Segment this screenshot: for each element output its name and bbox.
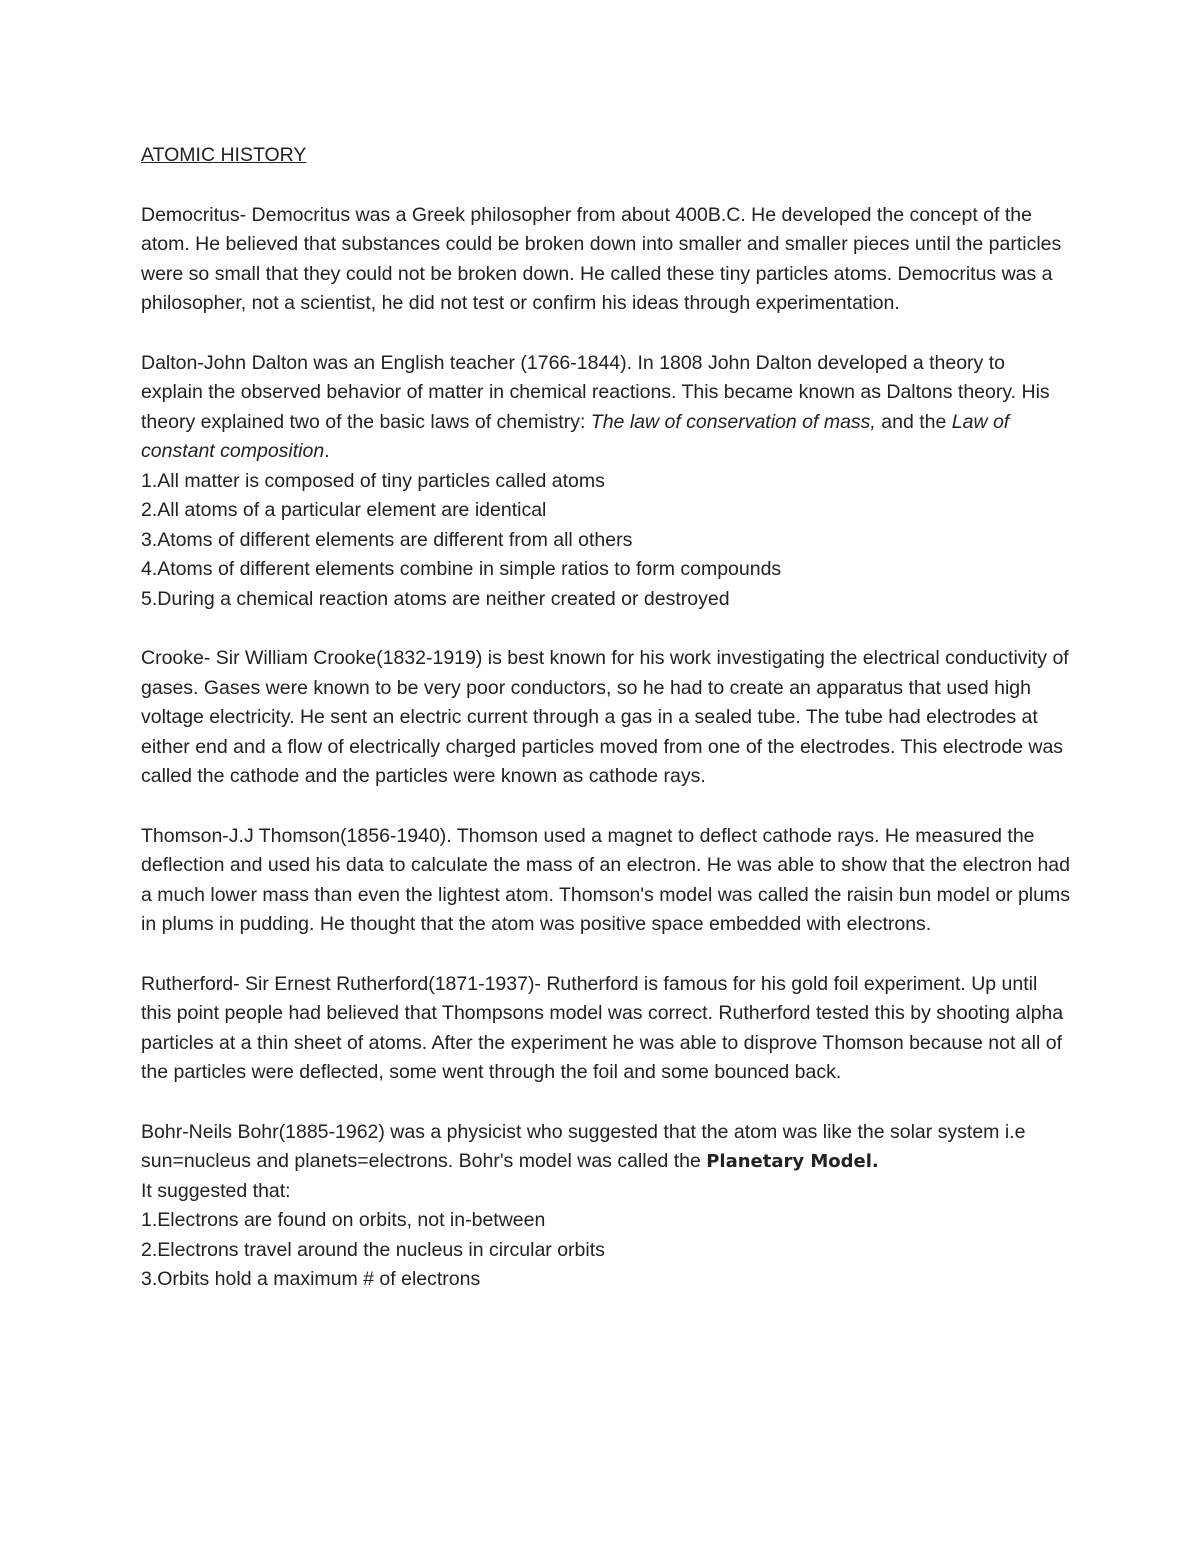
list-item: 3.Atoms of different elements are different from all others — [141, 528, 633, 551]
thomson-paragraph: Thomson-J.J Thomson(1856-1940). Thomson used a magnet to deflect cathode rays. He measured the deflection and used his data to calculate the mass of an electron. He was able to show that the electron had a much lower mass than even the lightest atom. Thomson's model was called the raisin bun model or plums in plums in pudding. He thought that the atom was positive space embedded with electrons. — [141, 824, 1070, 935]
document-page — [141, 141, 1071, 1295]
document-title: ATOMIC HISTORY — [141, 144, 307, 166]
crooke-paragraph: Crooke- Sir William Crooke(1832-1919) is best known for his work investigating the electrical conductivity of gases. Gases were known to be very poor conductors, so he had to create an apparatus that used high voltage electricity. He sent an electric current through a gas in a sealed tube. The tube had electrodes at either end and a flow of electrically charged particles moved from one of the electrodes. This electrode was called the cathode and the particles were known as cathode rays. — [141, 647, 1069, 787]
dalton-end: . — [324, 440, 330, 462]
dalton-law-constant-composition: Law of constant composition — [141, 410, 1010, 462]
dalton-law-conservation: The law of conservation of mass, — [590, 410, 876, 433]
bohr-model-name: Planetary Model. — [706, 1151, 879, 1172]
dalton-points-list — [141, 467, 1071, 615]
list-item: 5.During a chemical reaction atoms are neither created or destroyed — [141, 587, 730, 610]
list-item: 1.All matter is composed of tiny particles called atoms — [141, 469, 605, 492]
dalton-middle: and the — [875, 410, 952, 433]
list-item: 2.All atoms of a particular element are identical — [141, 499, 547, 521]
list-item: 3.Orbits hold a maximum # of electrons — [141, 1268, 481, 1290]
democritus-paragraph: Democritus- Democritus was a Greek philosopher from about 400B.C. He developed the concept of the atom. He believed that substances could be broken down into smaller and smaller pieces until the particles were so small that they could not be broken down. He called these tiny particles atoms. Democritus was a philosopher, not a scientist, he did not test or confirm his ideas through experimentation. — [141, 203, 1062, 314]
bohr-intro: Bohr-Neils Bohr(1885-1962) was a physicist who suggested that the atom was like the solar system i.e sun=nucleus and planets=electrons. Bohr's model was called the — [141, 1120, 1026, 1172]
bohr-points-list — [141, 1206, 1071, 1295]
list-item: 2.Electrons travel around the nucleus in circular orbits — [141, 1238, 605, 1261]
list-item: 1.Electrons are found on orbits, not in-between — [141, 1209, 546, 1231]
dalton-paragraph — [141, 349, 1071, 467]
rutherford-paragraph: Rutherford- Sir Ernest Rutherford(1871-1937)- Rutherford is famous for his gold foil experiment. Up until this point people had believed that Thompsons model was correct. Rutherford tested this by shooting alpha particles at a thin sheet of atoms. After the experiment he was able to disprove Thomson because not all of the particles were deflected, some went through the foil and some bounced back. — [141, 972, 1064, 1083]
list-item: 4.Atoms of different elements combine in simple ratios to form compounds — [141, 558, 782, 580]
bohr-paragraph — [141, 1118, 1071, 1207]
bohr-after: It suggested that: — [141, 1179, 291, 1202]
dalton-intro: Dalton-John Dalton was an English teacher (1766-1844). In 1808 John Dalton developed a theory to explain the observed behavior of matter in chemical reactions. This became known as Daltons theory. His theory explained two of the basic laws of chemistry: — [141, 351, 1050, 433]
